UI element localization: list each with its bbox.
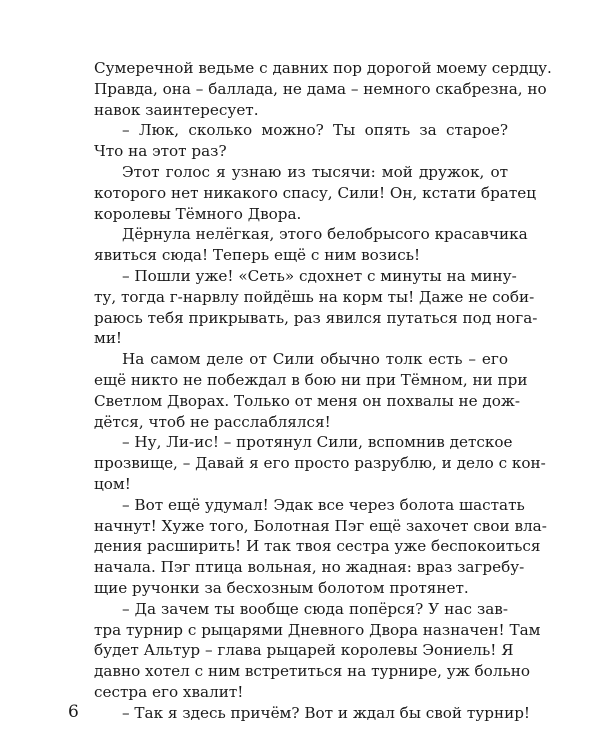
text-line: которого нет никакого спасу, Сили! Он, кстати братец xyxy=(94,183,537,202)
text-line: ми! xyxy=(94,329,123,348)
text-line: – Люк, сколько можно? Ты опять за старое? xyxy=(122,121,508,140)
text-line: На самом деле от Сили обычно толк есть – его xyxy=(122,350,508,369)
text-line: тра турнир с рыцарями Дневного Двора назначен! Там xyxy=(94,620,541,639)
text-line: Светлом Дворах. Только от меня он похвалы не дож- xyxy=(94,391,521,410)
text-line: Правда, она – баллада, не дама – немного скабрезна, но xyxy=(94,79,547,98)
text-line: Что на этот раз? xyxy=(94,142,227,161)
text-line: цом! xyxy=(94,474,131,493)
text-line: явиться сюда! Теперь ещё с ним возись! xyxy=(94,246,421,265)
text-line: будет Альтур – глава рыцарей королевы Эониель! Я xyxy=(94,641,514,660)
text-line: начнут! Хуже того, Болотная Пэг ещё захочет свои вла- xyxy=(94,516,547,535)
text-line: сестра его хвалит! xyxy=(94,682,244,701)
text-line: ещё никто не побеждал в бою ни при Тёмном, ни при xyxy=(94,370,528,389)
text-line: прозвище, – Давай я его просто разрублю, и дело с кон- xyxy=(94,454,546,473)
text-line: – Да зачем ты вообще сюда попёрся? У нас зав- xyxy=(122,599,508,618)
text-line: Дёрнула нелёгкая, этого белобрысого красавчика xyxy=(122,225,528,244)
text-line: ту, тогда г-нарвлу пойдёшь на корм ты! Даже не соби- xyxy=(94,287,535,306)
text-line: навок заинтересует. xyxy=(94,100,259,119)
text-line: раюсь тебя прикрывать, раз явился путаться под нога- xyxy=(94,308,538,327)
text-line: – Вот ещё удумал! Эдак все через болота шастать xyxy=(122,495,525,514)
text-line: дения расширить! И так твоя сестра уже беспокоиться xyxy=(94,537,541,556)
text-line: щие ручонки за бесхозным болотом протянет. xyxy=(94,578,469,597)
text-line: давно хотел с ним встретиться на турнире, уж больно xyxy=(94,662,531,681)
text-line: королевы Тёмного Двора. xyxy=(94,204,302,223)
text-line: начала. Пэг птица вольная, но жадная: враз загребу- xyxy=(94,558,525,577)
page-number: 6 xyxy=(68,702,79,722)
text-line: Сумеречной ведьме с давних пор дорогой моему сердцу. xyxy=(94,59,552,77)
text-line: – Так я здесь причём? Вот и ждал бы свой турнир! xyxy=(122,703,531,722)
book-page-text xyxy=(94,58,552,722)
text-line: – Пошли уже! «Сеть» сдохнет с минуты на мину- xyxy=(122,266,517,285)
text-line: Этот голос я узнаю из тысячи: мой дружок, от xyxy=(122,162,508,181)
text-line: дётся, чтоб не расслаблялся! xyxy=(94,412,331,431)
text-line: – Ну, Ли-ис! – протянул Сили, вспомнив детское xyxy=(122,433,513,452)
